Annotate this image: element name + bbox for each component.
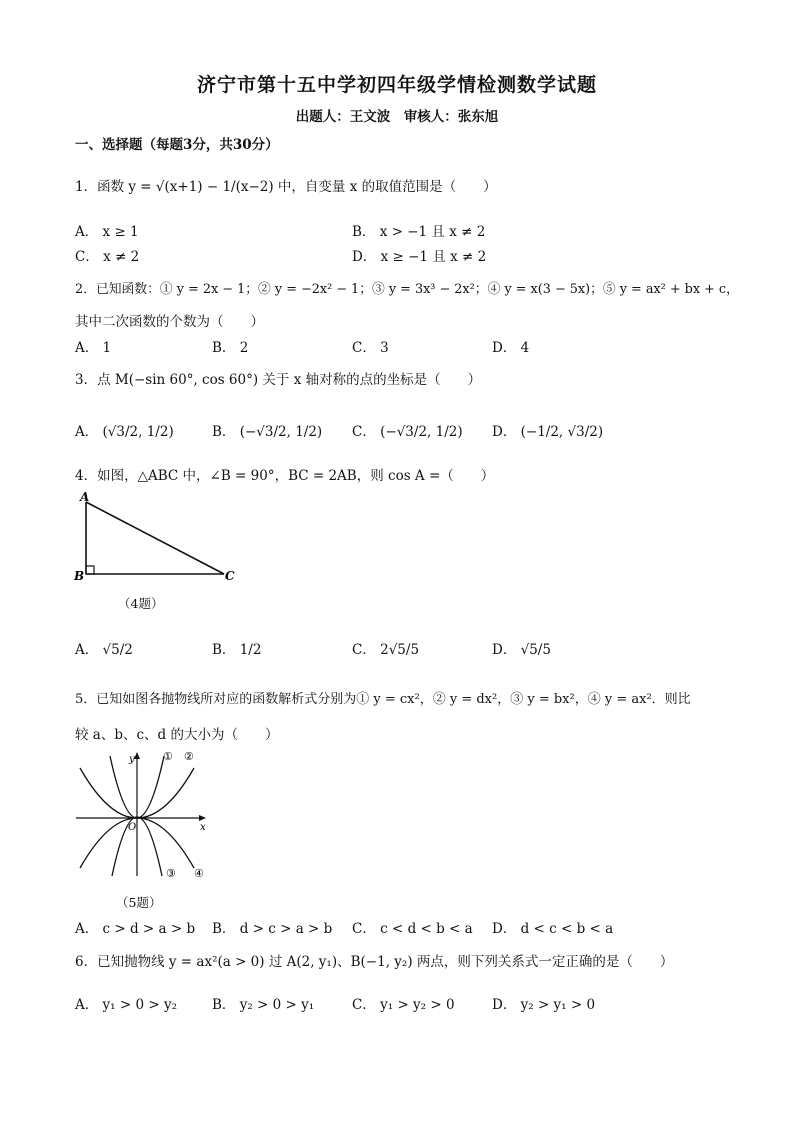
question-5-stem-cont: 较 a、b、c、d 的大小为（ ）	[75, 727, 279, 743]
figure-5-caption: （5题）	[116, 895, 162, 910]
curve-2-label: ②	[184, 750, 194, 763]
q2-option-a: A． 1	[75, 340, 112, 356]
q6-option-c: C． y₁ > y₂ > 0	[352, 997, 455, 1013]
q2-option-c: C． 3	[352, 340, 389, 356]
q2-option-d: D． 4	[492, 340, 530, 356]
q3-option-a: A． (√3/2, 1/2)	[75, 424, 174, 440]
q5-option-c: C． c < d < b < a	[352, 921, 473, 937]
q6-option-a: A． y₁ > 0 > y₂	[75, 997, 177, 1013]
q4-option-b: B． 1/2	[212, 642, 262, 658]
question-2-stem-cont: 其中二次函数的个数为（ ）	[75, 314, 264, 330]
question-3-stem: 3．点 M(−sin 60°, cos 60°) 关于 x 轴对称的点的坐标是（ ）	[75, 372, 482, 388]
q4-option-a: A． √5/2	[75, 642, 133, 658]
authors-line: 出题人：王文波 审核人：张东旭	[295, 109, 499, 125]
q4-option-d: D． √5/5	[492, 642, 551, 658]
curve-1-label: ①	[163, 750, 173, 763]
q6-option-d: D． y₂ > y₁ > 0	[492, 997, 596, 1013]
q4-option-c: C． 2√5/5	[352, 642, 420, 658]
curve-3-label: ③	[166, 867, 176, 880]
q3-option-d: D． (−1/2, √3/2)	[492, 424, 604, 440]
q5-option-b: B． d > c > a > b	[212, 921, 333, 937]
parabolas-figure	[72, 748, 212, 883]
question-5-stem: 5．已知如图各抛物线所对应的函数解析式分别为① y = cx²，② y = dx²，③ y = bx²，④ y = ax²．则比	[75, 692, 691, 707]
triangle-figure	[70, 488, 250, 588]
q3-option-c: C． (−√3/2, 1/2)	[352, 424, 463, 440]
vertex-c-label: C	[225, 569, 235, 583]
q2-option-b: B． 2	[212, 340, 249, 356]
origin-label: O	[128, 822, 137, 833]
q5-option-d: D． d < c < b < a	[492, 921, 614, 937]
q3-option-b: B． (−√3/2, 1/2)	[212, 424, 323, 440]
q1-option-d: D． x ≥ −1 且 x ≠ 2	[352, 249, 487, 265]
q5-option-a: A． c > d > a > b	[75, 921, 196, 937]
q1-option-b: B． x > −1 且 x ≠ 2	[352, 224, 486, 240]
question-6-stem: 6．已知抛物线 y = ax²(a > 0) 过 A(2, y₁)、B(−1, y₂) 两点，则下列关系式一定正确的是（ ）	[75, 954, 674, 970]
section-heading: 一、选择题（每题3分，共30分）	[75, 137, 279, 153]
vertex-a-label: A	[80, 490, 90, 504]
page-title: 济宁市第十五中学初四年级学情检测数学试题	[196, 74, 597, 96]
q1-option-a: A． x ≥ 1	[75, 224, 139, 240]
curve-4-label: ④	[194, 867, 204, 880]
q6-option-b: B． y₂ > 0 > y₁	[212, 997, 315, 1013]
y-axis-label: y	[129, 754, 135, 765]
q1-option-c: C． x ≠ 2	[75, 249, 140, 265]
question-4-stem: 4．如图，△ABC 中，∠B = 90°，BC = 2AB，则 cos A =（ ）	[75, 468, 495, 484]
vertex-b-label: B	[74, 569, 85, 583]
question-1-stem: 1．函数 y = √(x+1) − 1/(x−2) 中，自变量 x 的取值范围是（ ）	[75, 179, 497, 195]
x-axis-label: x	[200, 822, 206, 833]
question-2-stem: 2．已知函数：① y = 2x − 1；② y = −2x² − 1；③ y = 3x³ − 2x²；④ y = x(3 − 5x)；⑤ y = ax² + bx + c，	[75, 282, 739, 297]
figure-4-caption: （4题）	[118, 596, 164, 611]
